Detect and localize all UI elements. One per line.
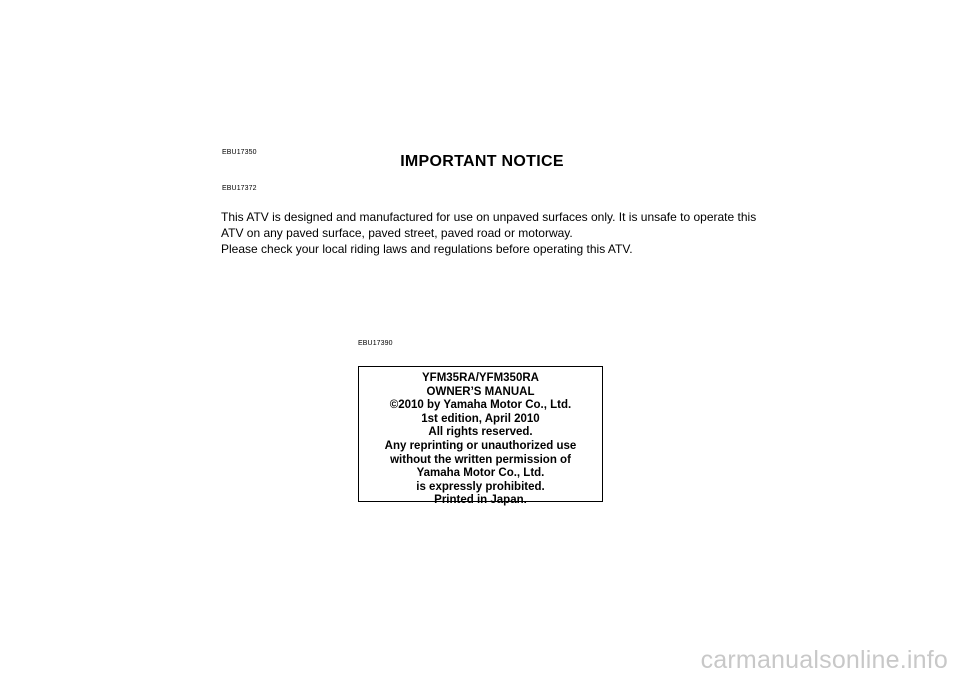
section-code-box: EBU17390 (358, 340, 393, 347)
notice-paragraph-2: Please check your local riding laws and regulations before operating this ATV. (221, 242, 633, 256)
copyright-line-edition: 1st edition, April 2010 (421, 412, 540, 425)
copyright-line-printed: Printed in Japan. (434, 494, 527, 507)
copyright-line-manual: OWNER’S MANUAL (426, 385, 535, 398)
notice-paragraph-1: This ATV is designed and manufactured for use on unpaved surfaces only. It is unsafe to operate this ATV on any paved surface, paved street, paved road or motorway. (221, 210, 757, 240)
copyright-box (358, 366, 603, 507)
section-code-body: EBU17372 (222, 185, 257, 192)
copyright-line-prohibited: is expressly prohibited. (416, 480, 545, 493)
copyright-line-permission: without the written permission of (390, 453, 571, 466)
copyright-line-company: Yamaha Motor Co., Ltd. (416, 467, 545, 480)
notice-body (221, 209, 761, 257)
copyright-line-model: YFM35RA/YFM350RA (422, 372, 539, 384)
copyright-line-owner: ©2010 by Yamaha Motor Co., Ltd. (389, 399, 572, 412)
watermark: carmanualsonline.info (700, 646, 948, 674)
page-title: IMPORTANT NOTICE (400, 153, 564, 170)
copyright-line-reprinting: Any reprinting or unauthorized use (384, 439, 577, 452)
copyright-line-rights: All rights reserved. (428, 426, 533, 439)
section-code-title: EBU17350 (222, 149, 257, 156)
